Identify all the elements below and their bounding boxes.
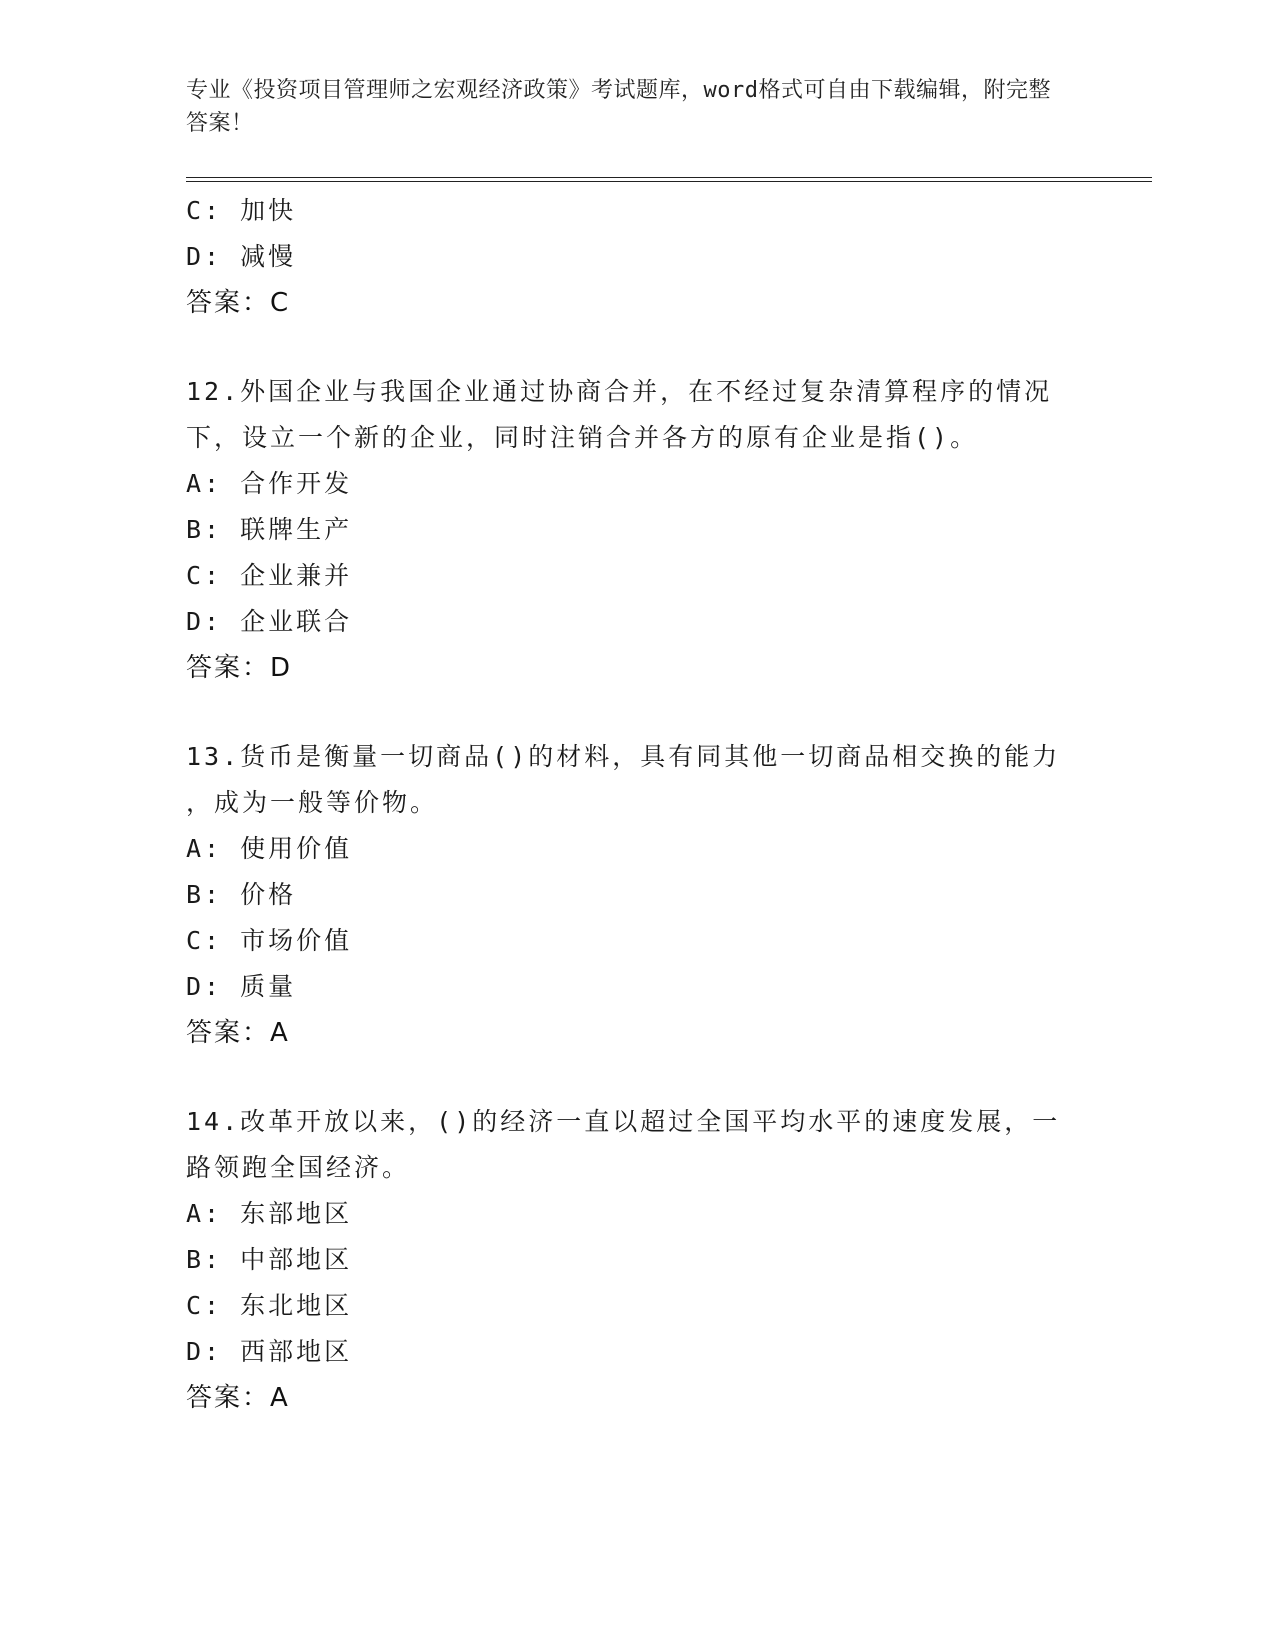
answer-line: 答案：D bbox=[186, 653, 293, 683]
header-text: 专业《投资项目管理师之宏观经济政策》考试题库，word格式可自由下载编辑，附完整答案！ bbox=[186, 78, 1051, 136]
question-11-continued bbox=[186, 188, 1086, 326]
answer-line: 答案：A bbox=[186, 1018, 290, 1048]
option-a: A: 东部地区 bbox=[186, 1199, 353, 1228]
question-14 bbox=[186, 1099, 1086, 1421]
answer-line: 答案：A bbox=[186, 1383, 290, 1413]
spacer bbox=[186, 1056, 1086, 1099]
question-stem-line-1: 13.货币是衡量一切商品()的材料，具有同其他一切商品相交换的能力 bbox=[186, 742, 1061, 771]
answer-line: 答案：C bbox=[186, 288, 291, 318]
question-stem-line-2: 路领跑全国经济。 bbox=[186, 1153, 411, 1182]
header-double-rule bbox=[186, 177, 1152, 182]
option-c: C: 加快 bbox=[186, 196, 297, 225]
option-d: D: 减慢 bbox=[186, 242, 297, 271]
option-a: A: 使用价值 bbox=[186, 834, 353, 863]
question-13 bbox=[186, 734, 1086, 1056]
question-stem-line-1: 12.外国企业与我国企业通过协商合并，在不经过复杂清算程序的情况 bbox=[186, 377, 1053, 406]
option-c: C: 企业兼并 bbox=[186, 561, 353, 590]
option-c: C: 东北地区 bbox=[186, 1291, 353, 1320]
option-c: C: 市场价值 bbox=[186, 926, 353, 955]
spacer bbox=[186, 691, 1086, 734]
option-d: D: 质量 bbox=[186, 972, 297, 1001]
spacer bbox=[186, 326, 1086, 369]
option-d: D: 西部地区 bbox=[186, 1337, 353, 1366]
option-b: B: 中部地区 bbox=[186, 1245, 353, 1274]
document-header bbox=[186, 74, 1066, 140]
option-b: B: 联牌生产 bbox=[186, 515, 353, 544]
question-stem-line-2: 下，设立一个新的企业，同时注销合并各方的原有企业是指()。 bbox=[186, 423, 979, 452]
question-list bbox=[186, 188, 1086, 1421]
option-a: A: 合作开发 bbox=[186, 469, 353, 498]
question-stem-line-1: 14.改革开放以来，()的经济一直以超过全国平均水平的速度发展，一 bbox=[186, 1107, 1061, 1136]
question-12 bbox=[186, 369, 1086, 691]
question-stem-line-2: ，成为一般等价物。 bbox=[186, 788, 439, 817]
option-d: D: 企业联合 bbox=[186, 607, 353, 636]
option-b: B: 价格 bbox=[186, 880, 297, 909]
